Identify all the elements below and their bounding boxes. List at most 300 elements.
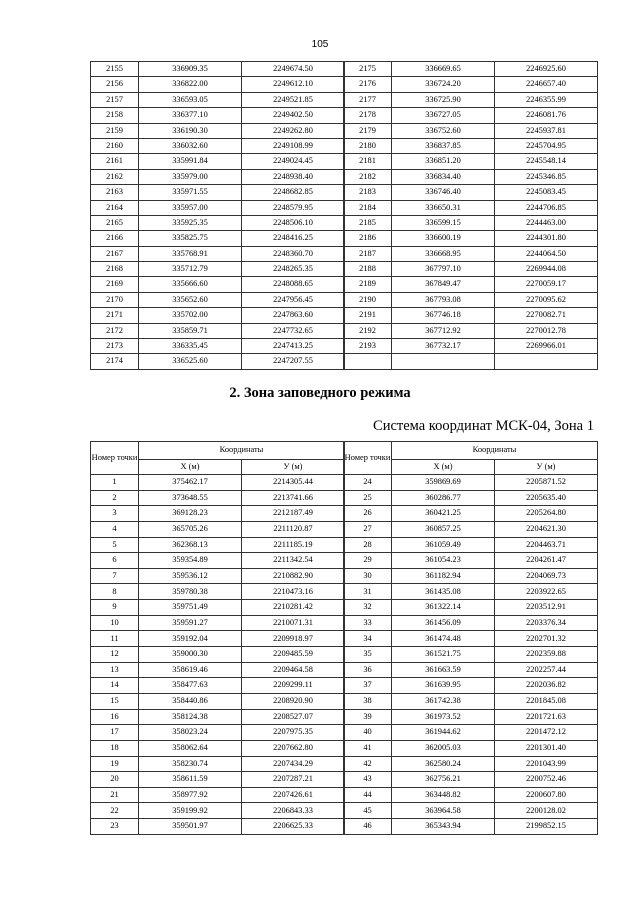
- cell-point-number: 23: [91, 819, 139, 835]
- table-row: [91, 292, 345, 307]
- cell-y: 2203922.65: [495, 584, 598, 600]
- table-row: [344, 740, 598, 756]
- cell-x: 359199.92: [139, 803, 242, 819]
- cell-x: 367793.08: [392, 292, 495, 307]
- cell-point-number: 2176: [344, 77, 392, 92]
- table-row: [344, 678, 598, 694]
- cell-point-number: 8: [91, 584, 139, 600]
- table-row: [344, 169, 598, 184]
- cell-y: 2210281.42: [242, 600, 345, 616]
- cell-point-number: 2156: [91, 77, 139, 92]
- table-bottom-left: [90, 441, 345, 835]
- cell-y: 2204261.47: [495, 553, 598, 569]
- cell-x: 359591.27: [139, 615, 242, 631]
- header-y: У (м): [495, 460, 598, 475]
- cell-y: 2207662.80: [242, 740, 345, 756]
- cell-y: 2246081.76: [495, 108, 598, 123]
- cell-point-number: 2185: [344, 215, 392, 230]
- cell-y: 2270082.71: [495, 308, 598, 323]
- cell-x: 367712.92: [392, 323, 495, 338]
- header-point-number: Номер точки: [91, 442, 139, 475]
- cell-y: 2211342.54: [242, 553, 345, 569]
- cell-y: 2249521.85: [242, 92, 345, 107]
- table-row: [91, 231, 345, 246]
- cell-point-number: 5: [91, 537, 139, 553]
- cell-y: 2248938.40: [242, 169, 345, 184]
- table-row: [91, 154, 345, 169]
- table-row: [344, 787, 598, 803]
- cell-x: 365343.94: [392, 819, 495, 835]
- cell-y: 2270059.17: [495, 277, 598, 292]
- cell-y: 2249108.99: [242, 138, 345, 153]
- cell-x: 335702.00: [139, 308, 242, 323]
- cell-point-number: 2172: [91, 323, 139, 338]
- cell-x: 358619.46: [139, 662, 242, 678]
- cell-x: 336032.60: [139, 138, 242, 153]
- cell-y: 2200607.80: [495, 787, 598, 803]
- cell-point-number: 15: [91, 693, 139, 709]
- table-row: [91, 262, 345, 277]
- cell-x: 336669.65: [392, 62, 495, 77]
- cell-point-number: 12: [91, 647, 139, 663]
- cell-y: 2206625.33: [242, 819, 345, 835]
- cell-x: 336822.00: [139, 77, 242, 92]
- table-row: [91, 138, 345, 153]
- cell-x: 336725.90: [392, 92, 495, 107]
- table-body: [344, 475, 598, 835]
- header-point-number: Номер точки: [344, 442, 392, 475]
- table-row: [91, 92, 345, 107]
- cell-y: 2270012.78: [495, 323, 598, 338]
- cell-x: 361059.49: [392, 537, 495, 553]
- cell-x: 335712.79: [139, 262, 242, 277]
- cell-point-number: 17: [91, 725, 139, 741]
- table-row: [344, 553, 598, 569]
- table-row: [344, 62, 598, 77]
- cell-x: 361973.52: [392, 709, 495, 725]
- cell-x: 363448.82: [392, 787, 495, 803]
- table-row: [344, 662, 598, 678]
- cell-y: 2209918.97: [242, 631, 345, 647]
- table-row: [91, 108, 345, 123]
- cell-point-number: 33: [344, 615, 392, 631]
- table-row: [91, 819, 345, 835]
- cell-x: 359751.49: [139, 600, 242, 616]
- cell-point-number: 22: [91, 803, 139, 819]
- cell-x: 335825.75: [139, 231, 242, 246]
- cell-point-number: 2175: [344, 62, 392, 77]
- cell-x: 335925.35: [139, 215, 242, 230]
- cell-y: 2244706.85: [495, 200, 598, 215]
- cell-y: 2207975.35: [242, 725, 345, 741]
- cell-point-number: 2166: [91, 231, 139, 246]
- table-row: [344, 537, 598, 553]
- cell-point-number: 2192: [344, 323, 392, 338]
- cell-x: 358977.92: [139, 787, 242, 803]
- cell-y: 2206843.33: [242, 803, 345, 819]
- cell-y: 2244064.50: [495, 246, 598, 261]
- cell-y: 2210071.31: [242, 615, 345, 631]
- table-row: [344, 231, 598, 246]
- cell-y: 2248682.85: [242, 185, 345, 200]
- cell-y: 2269966.01: [495, 339, 598, 354]
- cell-x: 336190.30: [139, 123, 242, 138]
- cell-x: 336600.19: [392, 231, 495, 246]
- cell-y: 2210882.90: [242, 568, 345, 584]
- cell-y: 2209464.58: [242, 662, 345, 678]
- cell-y: 2247413.25: [242, 339, 345, 354]
- cell-x: 375462.17: [139, 475, 242, 491]
- cell-point-number: 2190: [344, 292, 392, 307]
- table-row: [344, 292, 598, 307]
- cell-point-number: 2191: [344, 308, 392, 323]
- cell-y: 2212187.49: [242, 506, 345, 522]
- cell-point-number: 11: [91, 631, 139, 647]
- table-row: [91, 537, 345, 553]
- cell-x: 336650.31: [392, 200, 495, 215]
- cell-point-number: 20: [91, 772, 139, 788]
- cell-point-number: 1: [91, 475, 139, 491]
- table-row: [91, 246, 345, 261]
- table-row: [91, 185, 345, 200]
- cell-y: 2248088.65: [242, 277, 345, 292]
- table-row: [91, 553, 345, 569]
- cell-point-number: 46: [344, 819, 392, 835]
- section-title: 2. Зона заповедного режима: [229, 385, 411, 401]
- cell-x: 361456.09: [392, 615, 495, 631]
- table-row: [91, 647, 345, 663]
- table-row: [91, 62, 345, 77]
- table-row: [344, 490, 598, 506]
- cell-x: 360857.25: [392, 521, 495, 537]
- cell-x: 362580.24: [392, 756, 495, 772]
- cell-x: 367732.17: [392, 339, 495, 354]
- cell-point-number: 30: [344, 568, 392, 584]
- cell-y: 2203376.34: [495, 615, 598, 631]
- cell-y: 2202257.44: [495, 662, 598, 678]
- table-row: [91, 725, 345, 741]
- cell-point-number: 36: [344, 662, 392, 678]
- cell-y: 2214305.44: [242, 475, 345, 491]
- cell-y: 2208920.90: [242, 693, 345, 709]
- cell-y: 2207434.29: [242, 756, 345, 772]
- cell-point-number: 2162: [91, 169, 139, 184]
- cell-point-number: [344, 354, 392, 369]
- table-row: [91, 521, 345, 537]
- table-top-left: [90, 61, 345, 370]
- cell-point-number: 2183: [344, 185, 392, 200]
- cell-point-number: 2169: [91, 277, 139, 292]
- cell-point-number: 10: [91, 615, 139, 631]
- cell-x: 359501.97: [139, 819, 242, 835]
- cell-x: 336909.35: [139, 62, 242, 77]
- cell-point-number: 2159: [91, 123, 139, 138]
- cell-point-number: 2155: [91, 62, 139, 77]
- table-row: [344, 246, 598, 261]
- cell-x: 362756.21: [392, 772, 495, 788]
- page-number: 105: [311, 39, 329, 50]
- table-row: [344, 308, 598, 323]
- header-x: X (м): [392, 460, 495, 475]
- cell-point-number: 38: [344, 693, 392, 709]
- table-row: [91, 584, 345, 600]
- cell-point-number: 45: [344, 803, 392, 819]
- cell-point-number: 2157: [91, 92, 139, 107]
- cell-x: 361322.14: [392, 600, 495, 616]
- cell-x: 361474.48: [392, 631, 495, 647]
- cell-x: 358477.63: [139, 678, 242, 694]
- cell-point-number: 2158: [91, 108, 139, 123]
- cell-point-number: 41: [344, 740, 392, 756]
- cell-x: 336335.45: [139, 339, 242, 354]
- cell-x: 335652.60: [139, 292, 242, 307]
- cell-x: 367849.47: [392, 277, 495, 292]
- table-row: [91, 756, 345, 772]
- cell-point-number: 40: [344, 725, 392, 741]
- table-row: [91, 277, 345, 292]
- table-row: [91, 678, 345, 694]
- cell-y: 2205635.40: [495, 490, 598, 506]
- cell-point-number: 2173: [91, 339, 139, 354]
- cell-point-number: 2167: [91, 246, 139, 261]
- cell-x: 358611.59: [139, 772, 242, 788]
- table-row: [344, 77, 598, 92]
- table-row: [344, 600, 598, 616]
- cell-point-number: 2161: [91, 154, 139, 169]
- cell-y: 2248265.35: [242, 262, 345, 277]
- header-y: У (м): [242, 460, 345, 475]
- cell-x: 359000.30: [139, 647, 242, 663]
- cell-y: 2249024.45: [242, 154, 345, 169]
- cell-x: 336724.20: [392, 77, 495, 92]
- cell-point-number: 2165: [91, 215, 139, 230]
- table-row: [91, 600, 345, 616]
- cell-point-number: 2: [91, 490, 139, 506]
- table-row: [344, 123, 598, 138]
- table-row: [344, 819, 598, 835]
- cell-y: [495, 354, 598, 369]
- table-body: [91, 62, 345, 370]
- cell-y: 2201845.08: [495, 693, 598, 709]
- cell-point-number: 39: [344, 709, 392, 725]
- table-body: [91, 475, 345, 835]
- table-row: [91, 631, 345, 647]
- header-x: X (м): [139, 460, 242, 475]
- table-row: [344, 693, 598, 709]
- table-row: [344, 185, 598, 200]
- cell-y: 2246355.99: [495, 92, 598, 107]
- cell-x: 361054.23: [392, 553, 495, 569]
- cell-y: 2201472.12: [495, 725, 598, 741]
- cell-point-number: 7: [91, 568, 139, 584]
- cell-point-number: 3: [91, 506, 139, 522]
- header-coordinates: Координаты: [139, 442, 345, 460]
- cell-y: 2247732.65: [242, 323, 345, 338]
- coordinate-system-label: Система координат МСК-04, Зона 1: [373, 418, 594, 434]
- cell-x: 336752.60: [392, 123, 495, 138]
- cell-y: 2201721.63: [495, 709, 598, 725]
- table-row: [344, 154, 598, 169]
- cell-x: 361639.95: [392, 678, 495, 694]
- table-row: [91, 354, 345, 369]
- cell-x: 335768.91: [139, 246, 242, 261]
- cell-y: 2211120.87: [242, 521, 345, 537]
- cell-point-number: 2180: [344, 138, 392, 153]
- table-row: [344, 615, 598, 631]
- table-row: [91, 693, 345, 709]
- table-row: [91, 123, 345, 138]
- cell-y: 2248579.95: [242, 200, 345, 215]
- cell-y: 2248506.10: [242, 215, 345, 230]
- cell-y: 2245704.95: [495, 138, 598, 153]
- cell-y: 2249674.50: [242, 62, 345, 77]
- cell-x: 335971.55: [139, 185, 242, 200]
- cell-point-number: 29: [344, 553, 392, 569]
- table-row: [344, 92, 598, 107]
- cell-y: 2202701.32: [495, 631, 598, 647]
- cell-y: 2245346.85: [495, 169, 598, 184]
- cell-point-number: 2177: [344, 92, 392, 107]
- table-row: [91, 308, 345, 323]
- cell-point-number: 27: [344, 521, 392, 537]
- cell-point-number: 34: [344, 631, 392, 647]
- cell-point-number: 24: [344, 475, 392, 491]
- cell-point-number: 13: [91, 662, 139, 678]
- cell-x: 336851.20: [392, 154, 495, 169]
- cell-x: 360286.77: [392, 490, 495, 506]
- cell-point-number: 44: [344, 787, 392, 803]
- cell-y: 2245548.14: [495, 154, 598, 169]
- table-row: [344, 521, 598, 537]
- cell-point-number: 2189: [344, 277, 392, 292]
- cell-x: 361944.62: [392, 725, 495, 741]
- cell-y: 2245083.45: [495, 185, 598, 200]
- table-row: [344, 354, 598, 369]
- cell-y: 2247863.60: [242, 308, 345, 323]
- cell-point-number: 42: [344, 756, 392, 772]
- cell-y: 2201043.99: [495, 756, 598, 772]
- table-row: [344, 772, 598, 788]
- table-row: [344, 138, 598, 153]
- cell-point-number: 35: [344, 647, 392, 663]
- cell-point-number: 2168: [91, 262, 139, 277]
- cell-x: 369128.23: [139, 506, 242, 522]
- cell-point-number: 14: [91, 678, 139, 694]
- cell-point-number: 2170: [91, 292, 139, 307]
- cell-x: [392, 354, 495, 369]
- cell-x: 358124.38: [139, 709, 242, 725]
- cell-y: 2246925.60: [495, 62, 598, 77]
- table-row: [91, 568, 345, 584]
- cell-point-number: 4: [91, 521, 139, 537]
- cell-y: 2270095.62: [495, 292, 598, 307]
- cell-y: 2213741.66: [242, 490, 345, 506]
- cell-x: 359354.89: [139, 553, 242, 569]
- cell-y: 2211185.19: [242, 537, 345, 553]
- cell-y: 2209485.59: [242, 647, 345, 663]
- cell-y: 2199852.15: [495, 819, 598, 835]
- cell-x: 335859.71: [139, 323, 242, 338]
- table-row: [344, 339, 598, 354]
- cell-point-number: 32: [344, 600, 392, 616]
- table-row: [344, 262, 598, 277]
- cell-y: 2205871.52: [495, 475, 598, 491]
- table-row: [344, 323, 598, 338]
- table-row: [91, 506, 345, 522]
- table-row: [91, 200, 345, 215]
- cell-point-number: 2181: [344, 154, 392, 169]
- table-row: [91, 77, 345, 92]
- cell-x: 363964.58: [392, 803, 495, 819]
- cell-x: 336727.05: [392, 108, 495, 123]
- cell-x: 336593.05: [139, 92, 242, 107]
- cell-point-number: 18: [91, 740, 139, 756]
- cell-point-number: 2164: [91, 200, 139, 215]
- cell-y: 2204069.73: [495, 568, 598, 584]
- cell-point-number: 2178: [344, 108, 392, 123]
- cell-point-number: 2187: [344, 246, 392, 261]
- cell-x: 336525.60: [139, 354, 242, 369]
- table-row: [344, 277, 598, 292]
- cell-x: 362005.03: [392, 740, 495, 756]
- cell-x: 359869.69: [392, 475, 495, 491]
- cell-x: 336834.40: [392, 169, 495, 184]
- cell-y: 2249612.10: [242, 77, 345, 92]
- cell-x: 358230.74: [139, 756, 242, 772]
- cell-point-number: 2179: [344, 123, 392, 138]
- table-row: [91, 787, 345, 803]
- table-row: [91, 772, 345, 788]
- cell-y: 2248416.25: [242, 231, 345, 246]
- table-row: [344, 725, 598, 741]
- cell-y: 2269944.08: [495, 262, 598, 277]
- cell-y: 2244301.80: [495, 231, 598, 246]
- table-row: [91, 169, 345, 184]
- table-row: [344, 200, 598, 215]
- cell-x: 367746.18: [392, 308, 495, 323]
- cell-point-number: 2160: [91, 138, 139, 153]
- cell-y: 2203512.91: [495, 600, 598, 616]
- table-row: [91, 323, 345, 338]
- table-body: [344, 62, 598, 370]
- cell-point-number: 43: [344, 772, 392, 788]
- cell-point-number: 2184: [344, 200, 392, 215]
- cell-y: 2249262.80: [242, 123, 345, 138]
- cell-x: 335991.84: [139, 154, 242, 169]
- cell-x: 358062.64: [139, 740, 242, 756]
- cell-x: 336746.40: [392, 185, 495, 200]
- cell-point-number: 2174: [91, 354, 139, 369]
- table-row: [91, 803, 345, 819]
- cell-y: 2202359.88: [495, 647, 598, 663]
- cell-point-number: 2186: [344, 231, 392, 246]
- cell-point-number: 26: [344, 506, 392, 522]
- cell-point-number: 6: [91, 553, 139, 569]
- cell-point-number: 37: [344, 678, 392, 694]
- cell-point-number: 2188: [344, 262, 392, 277]
- cell-y: 2244463.00: [495, 215, 598, 230]
- table-row: [91, 615, 345, 631]
- cell-y: 2204463.71: [495, 537, 598, 553]
- cell-x: 358023.24: [139, 725, 242, 741]
- cell-point-number: 9: [91, 600, 139, 616]
- table-row: [344, 803, 598, 819]
- table-row: [91, 339, 345, 354]
- cell-point-number: 2182: [344, 169, 392, 184]
- cell-x: 362368.13: [139, 537, 242, 553]
- cell-x: 360421.25: [392, 506, 495, 522]
- table-row: [91, 475, 345, 491]
